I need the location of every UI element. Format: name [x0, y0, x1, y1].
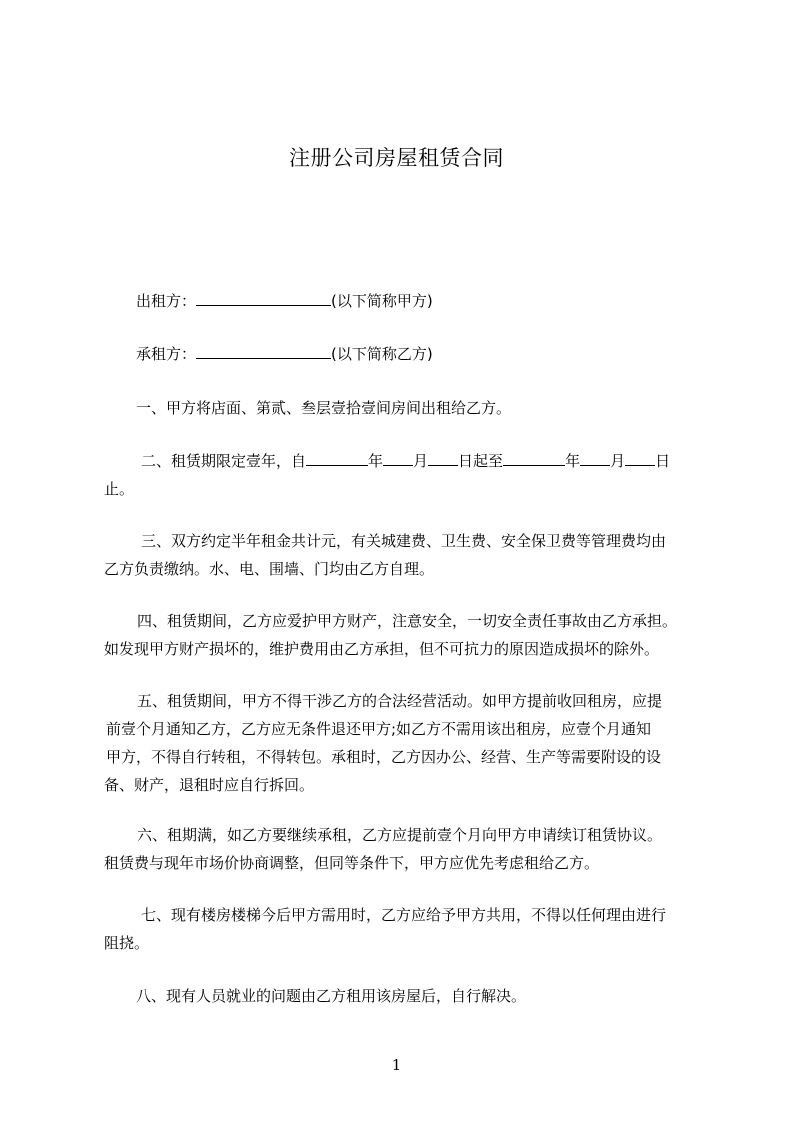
- document-title: 注册公司房屋租赁合同: [289, 146, 504, 170]
- clause-8-text: 八、现有人员就业的问题由乙方租用该房屋后，自行解决。: [136, 987, 527, 1005]
- lessee-blank: [196, 343, 331, 359]
- clause-6-line-1: 六、租期满，如乙方要继续承租，乙方应提前壹个月向甲方申请续订租赁协议。: [137, 826, 663, 844]
- clause-4: [104, 607, 704, 663]
- clause-5-line-1: 五、租赁期间，甲方不得干涉乙方的合法经营活动。如甲方提前收回租房，应提: [137, 692, 663, 710]
- lessor-note: (以下简称甲方): [331, 292, 433, 310]
- lessor-label: 出租方：: [136, 292, 197, 310]
- clause-7: [104, 901, 704, 957]
- start-day-blank: [428, 450, 458, 466]
- clause-1: [136, 394, 736, 422]
- start-year-label: 年: [368, 452, 384, 470]
- lessee-note: (以下简称乙方): [331, 345, 433, 363]
- clause-7-line-1: 七、现有楼房楼梯今后甲方需用时，乙方应给予甲方共用，不得以任何理由进行: [141, 906, 667, 924]
- end-year-blank: [503, 450, 565, 466]
- end-month-label: 月: [610, 452, 626, 470]
- clause-3-line-1: 三、双方约定半年租金共计元，有关城建费、卫生费、安全保卫费等管理费均由: [141, 532, 667, 550]
- clause-3: [104, 527, 704, 583]
- clause-5: [104, 687, 704, 799]
- clause-7-line-2: 阻挠。: [104, 934, 150, 952]
- lessee-label: 承租方：: [136, 345, 197, 363]
- end-day-blank: [625, 450, 655, 466]
- clause-8: [136, 982, 736, 1010]
- clause-5-line-2: 前壹个月通知乙方，乙方应无条件退还甲方;如乙方不需用该出租房，应壹个月通知: [106, 720, 652, 738]
- end-day-label: 日: [655, 452, 671, 470]
- clause-6-line-2: 租赁费与现年市场价协商调整，但同等条件下，甲方应优先考虑租给乙方。: [104, 854, 600, 872]
- clause-1-text: 一、甲方将店面、第贰、叁层壹拾壹间房间出租给乙方。: [136, 399, 512, 417]
- end-month-blank: [580, 450, 610, 466]
- clause-3-line-2: 乙方负责缴纳。水、电、围墙、门均由乙方自理。: [104, 560, 435, 578]
- lessor-blank: [196, 290, 331, 306]
- clause-4-line-2: 如发现甲方财产损坏的，维护费用由乙方承担，但不可抗力的原因造成损坏的除外。: [104, 640, 660, 658]
- clause-2-line-1: [104, 447, 704, 475]
- page-number: 1: [391, 1056, 402, 1074]
- clause-5-line-3: 甲方，不得自行转租，不得转包。承租时，乙方因办公、经营、生产等需要附设的设: [106, 748, 662, 766]
- clause-6: [104, 821, 704, 877]
- start-day-label: 日起至: [458, 452, 504, 470]
- start-year-blank: [306, 450, 368, 466]
- clause-5-line-4: 备、财产，退租时应自行拆回。: [104, 776, 315, 794]
- end-year-label: 年: [565, 452, 581, 470]
- lessor-line: [136, 287, 736, 315]
- lessee-line: [136, 340, 736, 368]
- start-month-label: 月: [413, 452, 429, 470]
- clause-2-line-2: 止。: [104, 480, 135, 498]
- clause-4-line-1: 四、租赁期间，乙方应爱护甲方财产，注意安全，一切安全责任事故由乙方承担。: [137, 612, 678, 630]
- start-month-blank: [383, 450, 413, 466]
- clause-2-prefix: 二、租赁期限定壹年，自: [141, 452, 307, 470]
- clause-2: [104, 447, 704, 503]
